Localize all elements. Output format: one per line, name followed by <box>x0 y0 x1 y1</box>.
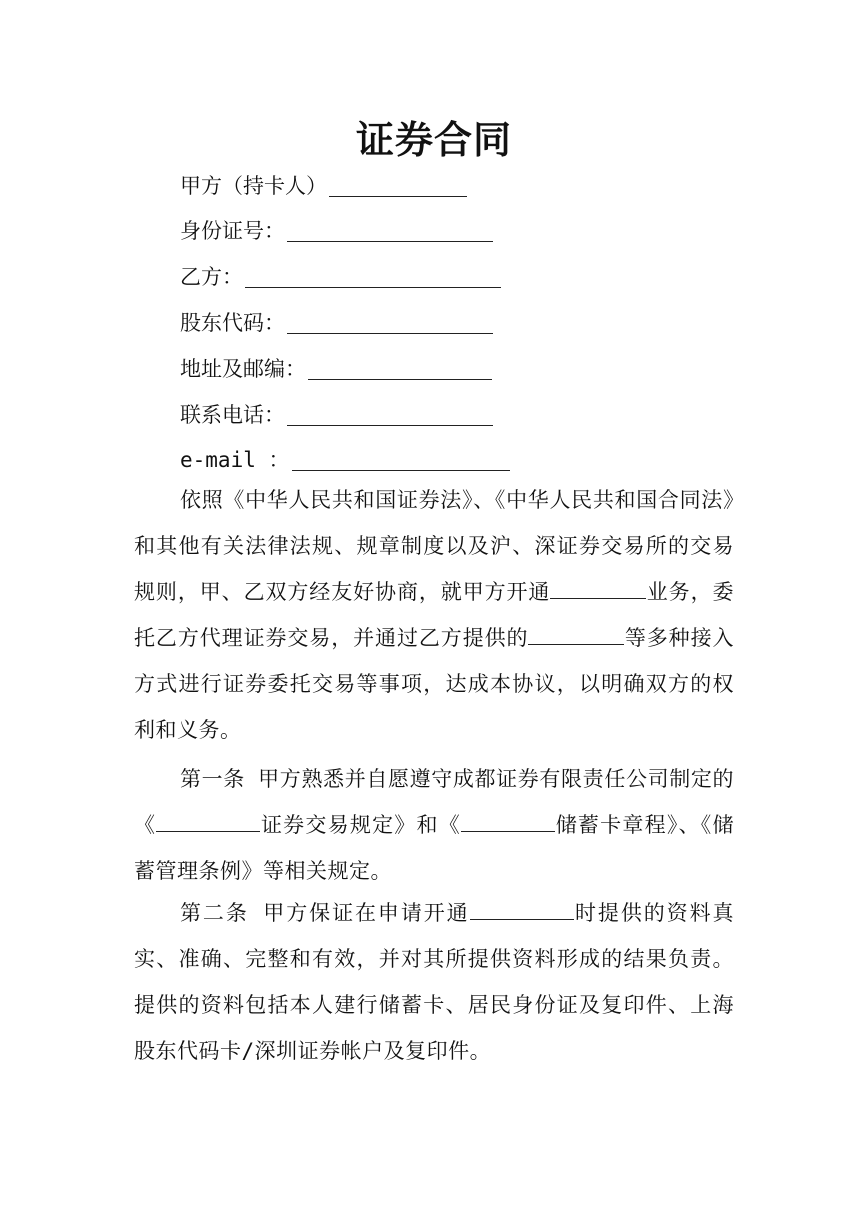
field-label: 身份证号： <box>180 219 285 243</box>
article-1-text-3: 储蓄卡章程》、《储蓄管理条例》等相关规定。 <box>134 813 735 883</box>
field-blank <box>287 219 493 242</box>
field-blank <box>292 448 510 471</box>
intro-text-3: 等多种接入方式进行证券委托交易等事项，达成本协议，以明确双方的权利和义务。 <box>134 626 735 742</box>
field-phone <box>180 401 493 429</box>
document-title: 证券合同 <box>355 117 512 162</box>
field-address-postcode <box>180 355 492 383</box>
article-1-text-2: 证券交易规定》和《 <box>260 813 461 837</box>
blank-line <box>550 578 646 599</box>
blank-line <box>470 899 574 920</box>
article-1-text-1: 第一条 甲方熟悉并自愿遵守成都证券有限责任公司制定的《 <box>134 767 734 837</box>
intro-paragraph <box>134 477 734 753</box>
field-label: 地址及邮编： <box>180 357 306 381</box>
field-label: 联系电话： <box>180 403 285 427</box>
article-1-paragraph <box>134 756 734 894</box>
field-blank <box>245 265 501 288</box>
intro-text-2: 业务，委托乙方代理证券交易，并通过乙方提供的 <box>134 580 735 650</box>
field-label: e-mail ： <box>180 448 290 472</box>
field-blank <box>287 403 493 426</box>
field-label: 股东代码： <box>180 311 285 335</box>
article-2-paragraph <box>134 890 734 1074</box>
field-label: 甲方（持卡人） <box>180 174 327 198</box>
field-party-a <box>180 172 467 200</box>
article-2-text-2: 时提供的资料真实、准确、完整和有效，并对其所提供资料形成的结果负责。提供的资料包括本人建行储蓄卡、居民身份证及复印件、上海股东代码卡/深圳证券帐户及复印件。 <box>134 901 734 1063</box>
field-blank <box>287 311 493 334</box>
field-blank <box>308 357 492 380</box>
field-email <box>180 446 510 474</box>
blank-line <box>528 624 624 645</box>
intro-text-1: 依照《中华人民共和国证券法》、《中华人民共和国合同法》和其他有关法律法规、规章制度以及沪、深证券交易所的交易规则，甲、乙双方经友好协商，就甲方开通 <box>134 488 734 604</box>
blank-line <box>461 811 555 832</box>
blank-line <box>156 811 260 832</box>
field-shareholder-code <box>180 309 493 337</box>
field-party-b <box>180 263 501 291</box>
field-id-number <box>180 217 493 245</box>
article-2-text-1: 第二条 甲方保证在申请开通 <box>180 901 470 925</box>
field-label: 乙方： <box>180 265 243 289</box>
field-blank <box>329 174 467 197</box>
